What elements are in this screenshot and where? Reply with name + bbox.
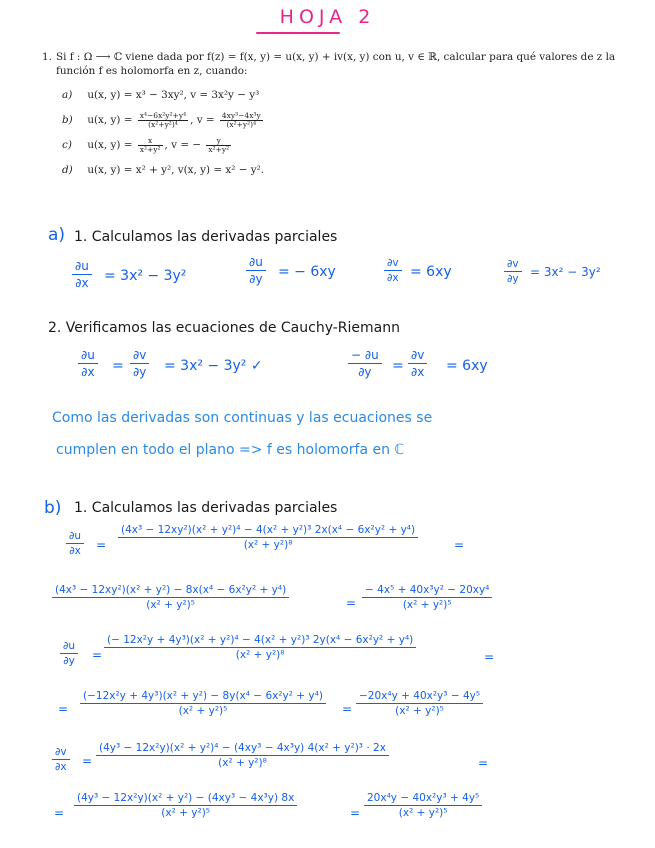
fraction-den: (x² + y²)⁵ <box>395 705 444 717</box>
deriv-num: ∂u <box>246 255 266 271</box>
problem-statement <box>42 50 632 184</box>
uy-eq-3: = <box>58 702 69 716</box>
lhs-num: ∂v <box>52 746 70 760</box>
ux-eq-1: = <box>96 538 107 552</box>
u-denominator: x²+y² <box>139 144 161 154</box>
item-v-prefix: , v = <box>190 114 215 126</box>
u-denominator: (x²+y²)⁴ <box>148 119 178 129</box>
cr2-right <box>408 348 427 379</box>
problem-item-b <box>62 109 632 134</box>
cr1-value: = 3x² − 3y² ✓ <box>164 358 263 374</box>
fraction-den: (x² + y²)⁵ <box>161 807 211 819</box>
ux-step3 <box>362 584 492 611</box>
deriv-vy <box>504 258 522 285</box>
cr2-left <box>348 348 382 379</box>
vx-eq-3: = <box>54 806 65 820</box>
cr1-left <box>78 348 98 379</box>
vx-step1 <box>96 742 389 769</box>
fraction-den: (x² + y²)⁸ <box>243 539 293 551</box>
conclusion-line-2: cumplen en todo el plano => f es holomorfa en ℂ <box>56 442 405 458</box>
fraction-den: (x² + y²)⁵ <box>398 807 448 819</box>
item-u: u(x, y) = x³ − 3xy², <box>87 89 187 101</box>
u-fraction <box>138 137 163 154</box>
cr1-eq: = <box>112 358 124 374</box>
solution-a-label: a) <box>48 225 66 245</box>
u-numerator: x⁴−6x²y²+y⁴ <box>139 110 187 120</box>
fraction-den: (x² + y²)⁸ <box>235 649 285 661</box>
ux-lhs <box>66 530 84 557</box>
lhs-den: ∂x <box>55 761 67 773</box>
vx-eq-4: = <box>350 806 361 820</box>
solution-a-step1: 1. Calculamos las derivadas parciales <box>74 229 338 245</box>
fraction-den: (x² + y²)⁵ <box>146 599 195 611</box>
cr-den: ∂y <box>133 365 147 379</box>
cr2-eq: = <box>392 358 404 374</box>
item-u-prefix: u(x, y) = <box>87 114 133 126</box>
uy-step2 <box>80 690 326 717</box>
ux-eq-2: = <box>454 538 465 552</box>
fraction-num: − 4x⁵ + 40x³y² − 20xy⁴ <box>362 584 492 598</box>
ux-step1 <box>118 524 418 551</box>
solution-a-step2: 2. Verificamos las ecuaciones de Cauchy-Riemann <box>48 320 400 336</box>
problem-item-a <box>62 84 632 109</box>
conclusion-line-1: Como las derivadas son continuas y las ecuaciones se <box>52 410 433 426</box>
cr-num: ∂v <box>408 348 427 364</box>
fraction-num: (−12x²y + 4y³)(x² + y²) − 8y(x⁴ − 6x²y² + y⁴) <box>80 690 326 704</box>
fraction-den: (x² + y²)⁸ <box>218 757 267 769</box>
deriv-num: ∂u <box>72 259 92 275</box>
fraction-num: (4y³ − 12x²y)(x² + y²) − (4xy³ − 4x³y) 8x <box>74 792 297 806</box>
v-fraction <box>220 112 263 129</box>
fraction-num: (4x³ − 12xy²)(x² + y²)⁴ − 4(x² + y²)³ 2x(x⁴ − 6x²y² + y⁴) <box>118 524 418 538</box>
deriv-ux-value: = 3x² − 3y² <box>104 268 187 284</box>
item-label: b) <box>62 114 73 126</box>
deriv-den: ∂y <box>507 273 519 285</box>
item-label: d) <box>62 164 73 176</box>
fraction-num: (4y³ − 12x²y)(x² + y²)⁴ − (4xy³ − 4x³y) 4(x² + y²)³ · 2x <box>96 742 389 756</box>
deriv-num: ∂v <box>504 258 522 272</box>
fraction-num: (− 12x²y + 4y³)(x² + y²)⁴ − 4(x² + y²)³ 2y(x⁴ − 6x²y² + y⁴) <box>104 634 416 648</box>
problem-item-c <box>62 134 632 159</box>
lhs-den: ∂x <box>69 545 81 557</box>
deriv-uy <box>246 255 266 286</box>
v-denominator: x²+y² <box>208 144 230 154</box>
item-u: u(x, y) = x² + y², v(x, y) = x² − y². <box>87 164 265 176</box>
lhs-den: ∂y <box>63 655 75 667</box>
uy-lhs <box>60 640 78 667</box>
solution-b-label: b) <box>44 498 62 518</box>
fraction-num: (4x³ − 12xy²)(x² + y²) − 8x(x⁴ − 6x²y² + y⁴) <box>52 584 289 598</box>
deriv-vx-value: = 6xy <box>410 264 452 280</box>
cr-den: ∂x <box>81 365 95 379</box>
vx-lhs <box>52 746 70 773</box>
uy-eq-4: = <box>342 702 353 716</box>
v-numerator: 4xy³−4x³y <box>221 110 261 120</box>
problem-text: Si f : Ω ⟶ ℂ viene dada por f(z) = f(x, y) = u(x, y) + iv(x, y) con u, v ∈ ℝ, calcular para qué valores de z la función f es holomorfa en z, cuando: <box>56 51 616 77</box>
fraction-num: 20x⁴y − 40x²y³ + 4y⁵ <box>364 792 482 806</box>
item-v-prefix: , v = − <box>164 139 202 151</box>
solution-b-step1: 1. Calculamos las derivadas parciales <box>74 500 338 516</box>
v-fraction <box>206 137 231 154</box>
page-title: HOJA 2 <box>279 6 376 28</box>
cr-den: ∂x <box>411 365 425 379</box>
vx-eq-2: = <box>478 756 489 770</box>
deriv-vx <box>384 257 402 284</box>
cr-num: ∂v <box>130 348 149 364</box>
lhs-num: ∂u <box>60 640 78 654</box>
uy-eq-2: = <box>484 650 495 664</box>
vx-eq-1: = <box>82 754 93 768</box>
item-u-prefix: u(x, y) = <box>87 139 133 151</box>
item-label: a) <box>62 89 73 101</box>
deriv-uy-value: = − 6xy <box>278 264 336 280</box>
deriv-ux <box>72 259 92 290</box>
fraction-den: (x² + y²)⁵ <box>402 599 452 611</box>
ux-eq-3: = <box>346 596 357 610</box>
item-v: v = 3x²y − y³ <box>190 89 260 101</box>
vx-step3 <box>364 792 482 819</box>
v-denominator: (x²+y²)⁴ <box>226 119 257 129</box>
cr2-value: = 6xy <box>446 358 488 374</box>
deriv-vy-value: = 3x² − 3y² <box>530 265 601 279</box>
item-label: c) <box>62 139 72 151</box>
cr1-right <box>130 348 149 379</box>
problem-items <box>62 84 632 184</box>
deriv-den: ∂y <box>249 272 263 286</box>
cr-num: ∂u <box>78 348 98 364</box>
problem-item-d <box>62 159 632 184</box>
uy-step1 <box>104 634 416 661</box>
vx-step2 <box>74 792 297 819</box>
ux-step2 <box>52 584 289 611</box>
problem-number: 1. <box>42 51 52 63</box>
deriv-den: ∂x <box>387 272 399 284</box>
u-numerator: x <box>138 137 163 146</box>
lhs-num: ∂u <box>66 530 84 544</box>
fraction-num: −20x⁴y + 40x²y³ − 4y⁵ <box>356 690 483 704</box>
u-fraction <box>138 112 188 129</box>
fraction-den: (x² + y²)⁵ <box>178 705 228 717</box>
deriv-num: ∂v <box>384 257 402 271</box>
uy-step3 <box>356 690 483 717</box>
cr-num: − ∂u <box>348 348 382 364</box>
v-numerator: y <box>206 137 231 146</box>
title-underline <box>256 32 340 34</box>
uy-eq-1: = <box>92 648 103 662</box>
cr-den: ∂y <box>358 365 372 379</box>
deriv-den: ∂x <box>75 276 89 290</box>
